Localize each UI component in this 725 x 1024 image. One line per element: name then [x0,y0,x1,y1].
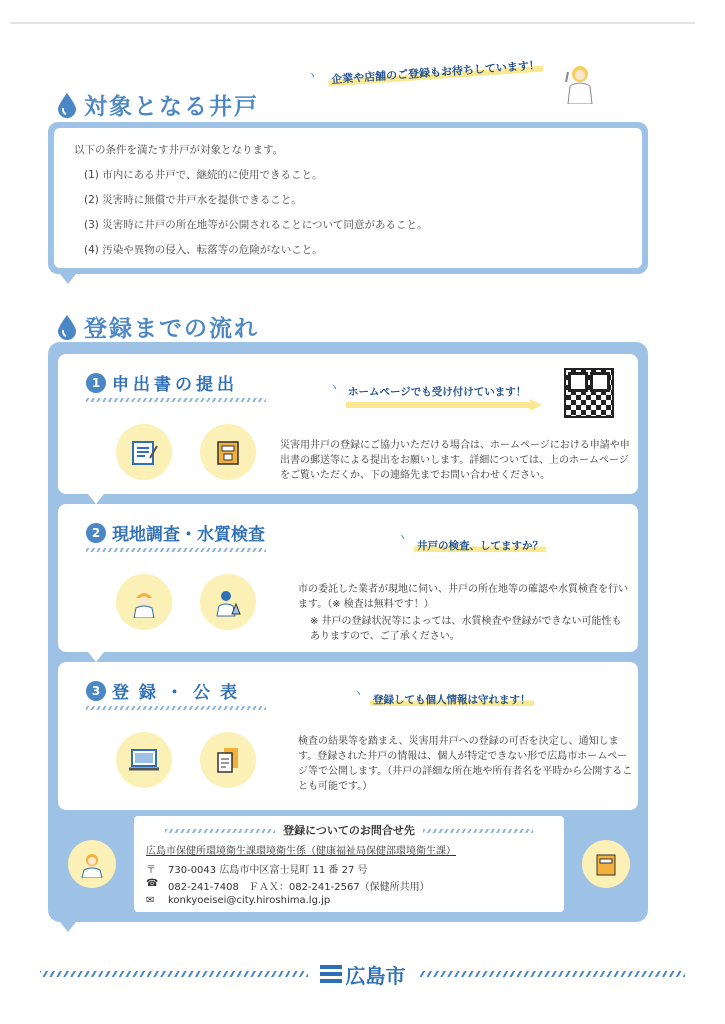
postal-icon: 〒 [146,865,156,876]
box-tail [60,922,76,932]
contact-title: 登録についてのお問合せ先 [146,822,552,838]
step-2-title: 2 現地調査・水質検査 [86,520,265,545]
step-number-badge: 2 [86,523,106,543]
conditions-lead: 以下の条件を満たす井戸が対象となります。 [74,144,284,156]
scientist-icon [212,586,244,618]
contact-area [58,816,638,912]
inspector-icon-circle [116,574,172,630]
spark-icon: ヽ [328,380,341,394]
worker-icon [128,586,160,618]
water-drop-icon [56,92,78,118]
box-tail [60,274,76,284]
qr-code[interactable] [564,368,614,418]
contact-address: 〒 730-0043 広島市中区富士見町 11 番 27 号 [146,861,552,876]
step-1-title: 1 申出書の提出 [86,370,238,395]
title-underline [86,548,266,552]
computer-icon-circle [116,732,172,788]
arrow-icon [344,398,544,412]
water-drop-icon [56,314,78,340]
operator-icon [78,850,106,878]
footer-dash-left [40,971,308,977]
mailbox-icon [212,436,244,468]
step-2-text: 市の委託した業者が現地に伺い、井戸の所在地等の確認や水質検査を行います。（※ 検査は無料です！） [298,584,628,610]
contact-mail[interactable]: ✉ konkyoeisei@city.hiroshima.lg.jp [146,895,331,906]
condition-item: (3) 災害時に井戸の所在地等が公開されることについて同意があること。 [84,219,428,231]
condition-item: (2) 災害時に無償で井戸水を提供できること。 [84,194,302,206]
operator-icon-circle [68,840,116,888]
form-icon [128,436,160,468]
step-2-note: 井戸の検査、してますか？ [414,538,546,553]
mail-icon: ✉ [146,895,155,906]
section2-header [56,310,259,343]
step-3-note: 登録しても個人情報は守れます！ [370,692,534,707]
step-1-text: 災害用井戸の登録にご協力いただける場合は、ホームページにおける申請や申出書の郵送等による提出をお願いします。詳細については、上のホームページをご覧いただくか、下の連絡先までお問い合わせください。 [280,440,630,481]
mailbox-icon-circle [582,840,630,888]
city-logo: 広島市 [320,960,406,989]
section1-title: 対象となる井戸 [84,94,259,120]
section2-title: 登録までの流れ [84,316,259,342]
step-3-title: 3 登録・公表 [86,678,247,703]
contact-card [134,816,564,912]
conditions-box [48,122,648,274]
card-tail [88,494,104,504]
condition-item: (1) 市内にある井戸で、継続的に使用できること。 [84,169,323,181]
phone-icon: ☎ [146,878,159,889]
title-underline [86,398,266,402]
top-divider [10,22,695,24]
step-1-card [58,354,638,494]
step-number-badge: 3 [86,681,106,701]
step-1-note: ホームページでも受け付けています！ [348,386,527,398]
contact-tel: ☎ 082-241-7408 ＦＡＸ：082-241-2567（保健所共用） [146,878,430,893]
mailbox-icon [592,850,620,878]
mailbox-icon-circle [200,424,256,480]
document-icon [212,744,244,776]
footer [40,962,685,986]
condition-item: (4) 汚染や異物の侵入、転落等の危険がないこと。 [84,244,323,256]
section1-note: 企業や店舗のご登録もお待ちしています！ [328,57,544,88]
step-2-caution: ※ 井戸の登録状況等によっては、水質検査や登録ができない可能性もありますので、ご了承ください。 [310,616,622,642]
spark-icon: ヽ [396,530,409,544]
form-icon-circle [116,424,172,480]
laptop-icon [128,744,160,776]
section1-header [56,88,259,121]
notice-icon-circle [200,732,256,788]
title-underline [86,706,266,710]
spark-icon: ヽ [352,686,365,700]
card-tail [88,652,104,662]
spark-icon: ヽ [306,68,319,82]
city-logo-mark [320,965,342,983]
contact-org: 広島市保健所環境衛生課環境衛生係（健康福祉局保健部環境衛生課） [146,846,456,857]
step-2-card [58,504,638,652]
step-3-card [58,662,638,810]
footer-dash-right [418,971,686,977]
flow-box [48,342,648,922]
step-number-badge: 1 [86,373,106,393]
lab-icon-circle [200,574,256,630]
step-3-text: 検査の結果等を踏まえ、災害用井戸への登録の可否を決定し、通知します。登録された井戸の情報は、個人が特定できない形で広島市ホームページ等で公開します。（井戸の詳細な所在地や所有者名を平時から公開することも可能です。） [298,736,633,792]
woman-illustration [560,62,596,104]
